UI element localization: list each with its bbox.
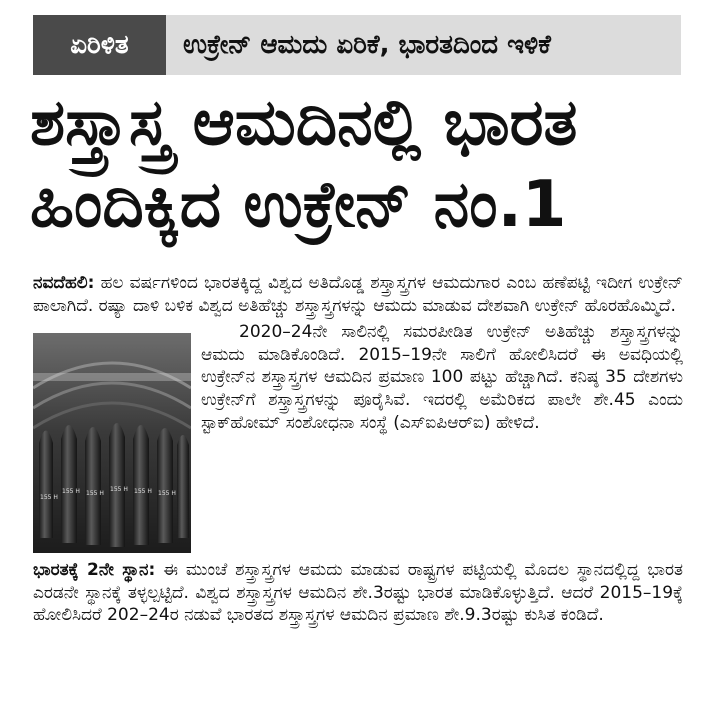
kicker-tag: ಏರಿಳಿತ	[33, 15, 166, 75]
subhead: ಭಾರತಕ್ಕೆ 2ನೇ ಸ್ಥಾನ:	[33, 560, 156, 581]
dateline: ನವದೆಹಲಿ:	[33, 273, 95, 293]
shell-label: 155 H	[86, 490, 104, 498]
shell-label: 155 H	[110, 486, 128, 494]
headline	[30, 82, 680, 246]
shell-label: 155 H	[62, 488, 80, 496]
paragraph-1	[33, 272, 683, 317]
article-body	[33, 272, 683, 627]
kicker-text: ಉಕ್ರೇನ್ ಆಮದು ಏರಿಕೆ, ಭಾರತದಿಂದ ಇಳಿಕೆ	[183, 29, 551, 60]
shell-label: 155 H	[40, 494, 58, 502]
paragraph-3-text: ಈ ಮುಂಚೆ ಶಸ್ತ್ರಾಸ್ತ್ರಗಳ ಆಮದು ಮಾಡುವ ರಾಷ್ಟ್ರಗಳ ಪಟ್ಟಿಯಲ್ಲಿ ಮೊದಲ ಸ್ಥಾನದಲ್ಲಿದ್ದ ಭಾರತ ಎರಡನೇ ಸ್ಥಾನಕ್ಕೆ ತಳ್ಳಲ್ಪಟ್ಟಿದೆ. ವಿಶ್ವದ ಶಸ್ತ್ರಾಸ್ತ್ರಗಳ ಆಮದಿನ ಶೇ.3ರಷ್ಟು ಭಾರತ ಮಾಡಿಕೊಳ್ಳುತ್ತಿದೆ. ಆದರೆ 2015–19ಕ್ಕೆ ಹೋಲಿಸಿದರೆ 202–24ರ ನಡುವೆ ಭಾರತದ ಶಸ್ತ್ರಾಸ್ತ್ರಗಳ ಆಮದಿನ ಪ್ರಮಾಣ ಶೇ.9.3ರಷ್ಟು ಕುಸಿತ ಕಂಡಿದೆ.	[33, 560, 684, 626]
headline-line-2: ಹಿಂದಿಕ್ಕಿದ ಉಕ್ರೇನ್ ನಂ.1	[30, 168, 567, 242]
kicker-bar	[33, 15, 681, 75]
artillery-shells-photo	[33, 333, 191, 553]
paragraph-2-text: 2020–24ನೇ ಸಾಲಿನಲ್ಲಿ ಸಮರಪೀಡಿತ ಉಕ್ರೇನ್ ಅತಿಹೆಚ್ಚು ಶಸ್ತ್ರಾಸ್ತ್ರಗಳನ್ನು ಆಮದು ಮಾಡಿಕೊಂಡಿದೆ. 2015–19ನೇ ಸಾಲಿಗೆ ಹೋಲಿಸಿದರೆ ಈ ಅವಧಿಯಲ್ಲಿ ಉಕ್ರೇನ್‌ನ ಶಸ್ತ್ರಾಸ್ತ್ರಗಳ ಆಮದಿನ ಪ್ರಮಾಣ 100 ಪಟ್ಟು ಹೆಚ್ಚಾಗಿದೆ. ಕನಿಷ್ಠ 35 ದೇಶಗಳು ಉಕ್ರೇನ್‌ಗೆ ಶಸ್ತ್ರಾಸ್ತ್ರಗಳನ್ನು ಪೂರೈಸಿವೆ. ಇದರಲ್ಲಿ ಅಮೆರಿಕದ ಪಾಲೇ ಶೇ.45 ಎಂದು ಸ್ಟಾಕ್‌ಹೋಮ್ ಸಂಶೋಧನಾ ಸಂಸ್ಥೆ (ಎಸ್‌ಐಪಿಆರ್‌ಐ) ಹೇಳಿದೆ.	[201, 322, 683, 433]
headline-line-1: ಶಸ್ತ್ರಾಸ್ತ್ರ ಆಮದಿನಲ್ಲಿ ಭಾರತ	[30, 86, 578, 160]
shell-label: 155 H	[158, 490, 176, 498]
paragraph-3	[33, 557, 683, 627]
shell-label: 155 H	[134, 488, 152, 496]
paragraph-1-text: ಹಲ ವರ್ಷಗಳಿಂದ ಭಾರತಕ್ಕಿದ್ದ ವಿಶ್ವದ ಅತಿದೊಡ್ಡ ಶಸ್ತ್ರಾಸ್ತ್ರಗಳ ಆಮದುಗಾರ ಎಂಬ ಹಣೆಪಟ್ಟಿ ಇದೀಗ ಉಕ್ರೇನ್ ಪಾಲಾಗಿದೆ. ರಷ್ಯಾ ದಾಳಿ ಬಳಿಕ ವಿಶ್ವದ ಅತಿಹೆಚ್ಚು ಶಸ್ತ್ರಾಸ್ತ್ರಗಳನ್ನು ಆಮದು ಮಾಡುವ ದೇಶವಾಗಿ ಉಕ್ರೇನ್ ಹೊರಹೊಮ್ಮಿದೆ.	[33, 273, 684, 316]
